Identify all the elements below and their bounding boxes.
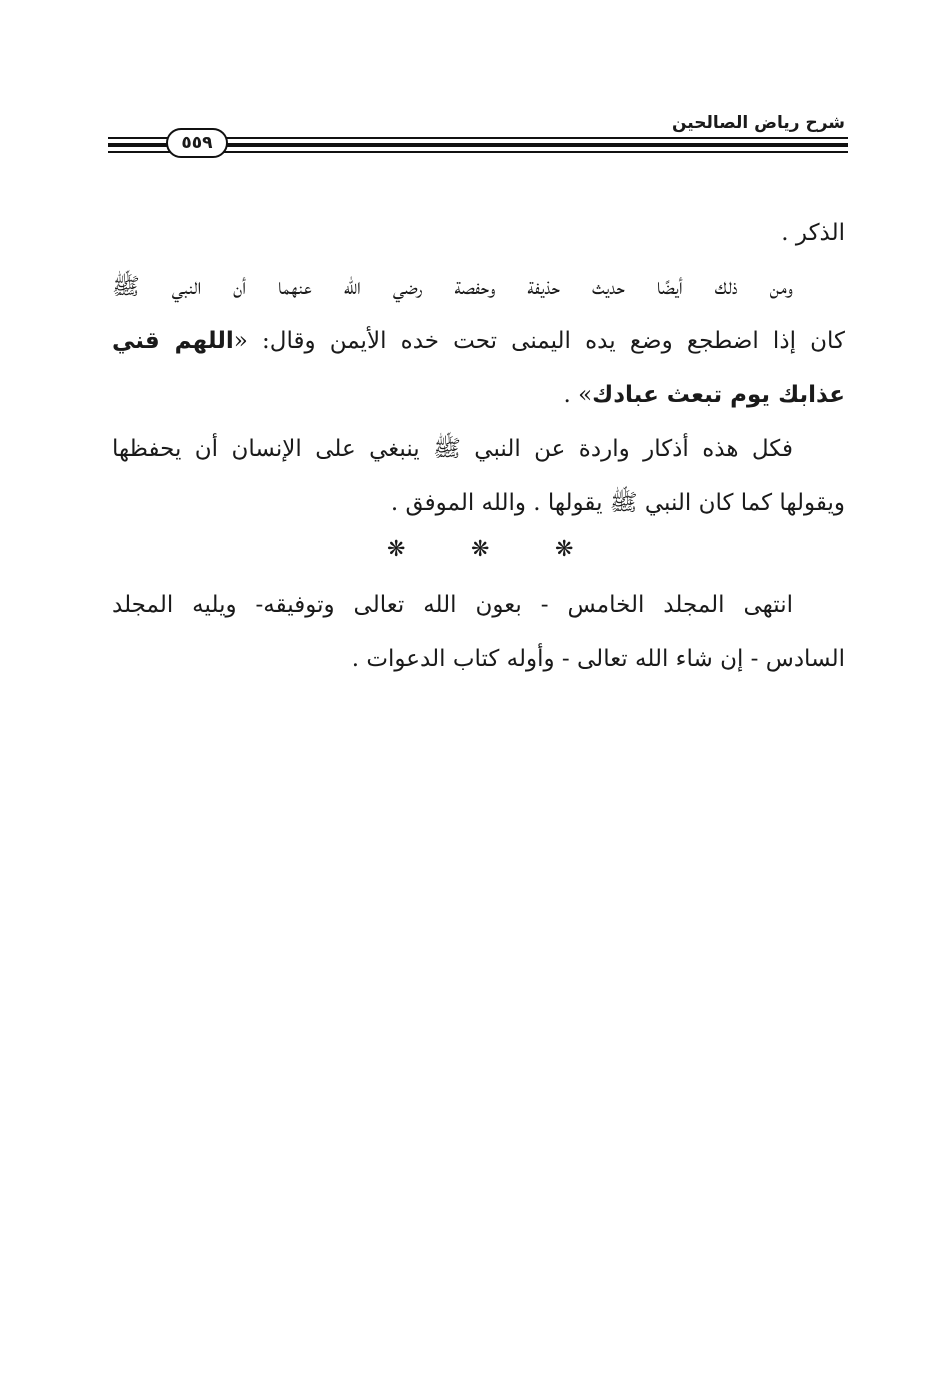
text-run: كان إذا اضطجع وضع يده اليمنى تحت خده الأيمن وقال: « [233,328,845,354]
page-number-badge [166,128,228,158]
text-block-conclusion [112,422,845,530]
section-separator [0,537,950,567]
text-line: ويقولها كما كان النبي ﷺ يقولها . والله الموفق . [390,490,845,516]
separator-star-icon: ❋ [387,537,406,562]
dua-quote-bold: اللهم قني [112,328,234,354]
text-line: السادس - إن شاء الله تعالى - وأوله كتاب الدعوات . [351,646,845,672]
dua-quote-bold: عذابك يوم تبعث عبادك [592,382,845,408]
text-line [112,314,845,368]
text-line: ومن ذلك أيضًا حديث حذيفة وحفصة رضي الله عنهما أن النبي ﷺ [112,274,793,300]
text-block-hadith [112,206,845,368]
text-line: انتهى المجلد الخامس - بعون الله تعالى وتوفيقه- ويليه المجلد [112,592,793,618]
page-number: ٥٥٩ [181,133,213,153]
text-block-dua-end [112,368,845,422]
text-run: » . [563,382,593,408]
separator-star-icon: ❋ [471,537,490,562]
text-line: الذكر . [781,220,845,246]
separator-star-icon: ❋ [555,537,574,562]
running-header-title: شرح رياض الصالحين [671,113,845,133]
text-line [112,368,845,422]
text-block-volume-end [112,578,845,686]
text-line: فكل هذه أذكار واردة عن النبي ﷺ ينبغي على الإنسان أن يحفظها [112,436,793,462]
